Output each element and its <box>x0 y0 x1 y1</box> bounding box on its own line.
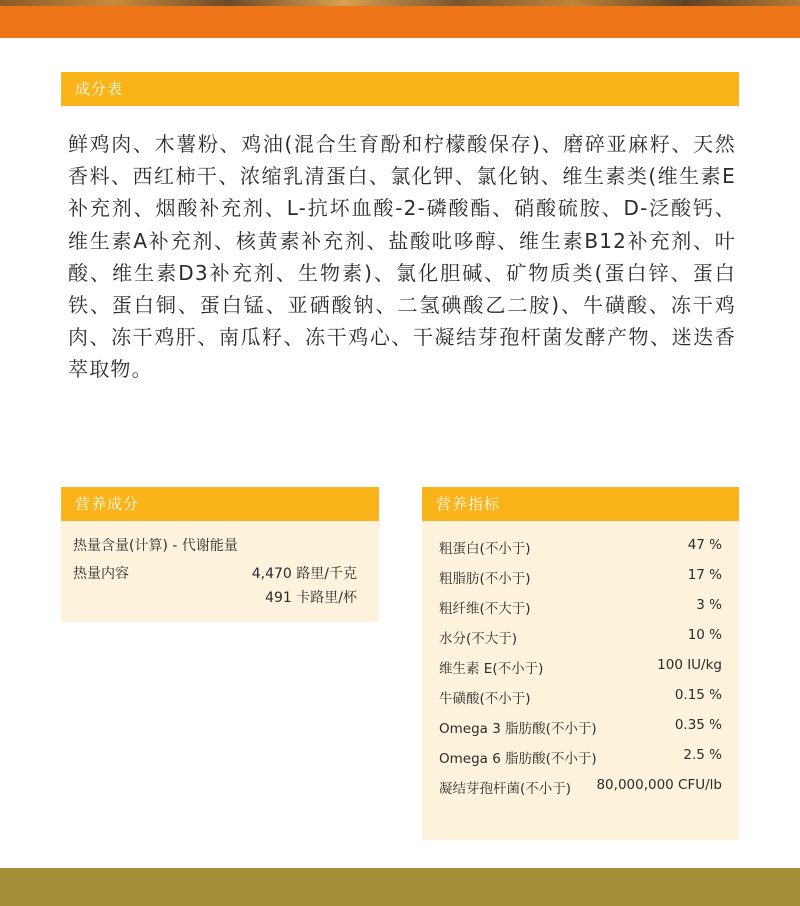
table-row <box>439 567 722 587</box>
index-label: Omega 6 脂肪酸(不小于) <box>439 751 597 767</box>
table-row <box>439 627 722 647</box>
indices-title: 营养指标 <box>436 495 501 513</box>
table-row <box>439 597 722 617</box>
energy-per-cup: 491 卡路里/杯 <box>265 590 357 606</box>
nutrition-header <box>61 487 379 521</box>
energy-per-kg: 4,470 路里/千克 <box>251 566 357 582</box>
table-row <box>439 537 722 557</box>
table-row <box>439 717 722 737</box>
table-row <box>439 657 722 677</box>
nutrition-panel <box>61 487 379 622</box>
top-banner-photo-strip <box>0 0 800 6</box>
ingredients-title: 成分表 <box>75 80 124 98</box>
indices-header <box>422 487 739 521</box>
ingredients-text: 鲜鸡肉、木薯粉、鸡油(混合生育酚和柠檬酸保存)、磨碎亚麻籽、天然香料、西红柿干、浓缩乳清蛋白、氯化钾、氯化钠、维生素类(维生素E补充剂、烟酸补充剂、L-抗坏血酸-2-磷酸酯、硝酸硫胺、D-泛酸钙、维生素A补充剂、核黄素补充剂、盐酸吡哆醇、维生素B12补充剂、叶酸、维生素D3补充剂、生物素)、氯化胆碱、矿物质类(蛋白锌、蛋白铁、蛋白铜、蛋白锰、亚硒酸钠、二氢碘酸乙二胺)、牛磺酸、冻干鸡肉、冻干鸡肝、南瓜籽、冻干鸡心、干凝结芽孢杆菌发酵产物、迷迭香萃取物。 <box>68 132 736 382</box>
index-value: 2.5 % <box>683 747 722 763</box>
index-value: 100 IU/kg <box>657 657 722 673</box>
index-value: 0.35 % <box>674 717 722 733</box>
index-label: 维生素 E(不小于) <box>439 661 544 677</box>
index-value: 10 % <box>687 627 722 643</box>
index-label: 凝结芽孢杆菌(不小于) <box>439 781 572 797</box>
energy-content-label: 热量内容 <box>73 566 129 582</box>
table-row <box>439 747 722 767</box>
index-value: 17 % <box>687 567 722 583</box>
nutrition-title: 营养成分 <box>75 495 140 513</box>
index-label: 粗纤维(不大于) <box>439 601 531 617</box>
table-row <box>439 687 722 707</box>
index-label: 粗蛋白(不小于) <box>439 541 531 557</box>
bottom-banner <box>0 868 800 906</box>
index-value: 3 % <box>696 597 722 613</box>
index-label: 牛磺酸(不小于) <box>439 691 531 707</box>
indices-panel <box>422 487 739 840</box>
energy-label: 热量含量(计算) - 代谢能量 <box>73 538 238 554</box>
index-label: 水分(不大于) <box>439 631 518 647</box>
index-label: Omega 3 脂肪酸(不小于) <box>439 721 597 737</box>
table-row <box>439 777 722 797</box>
index-label: 粗脂肪(不小于) <box>439 571 531 587</box>
ingredients-header <box>61 72 739 106</box>
index-value: 80,000,000 CFU/lb <box>596 777 722 793</box>
index-value: 0.15 % <box>674 687 722 703</box>
index-value: 47 % <box>687 537 722 553</box>
